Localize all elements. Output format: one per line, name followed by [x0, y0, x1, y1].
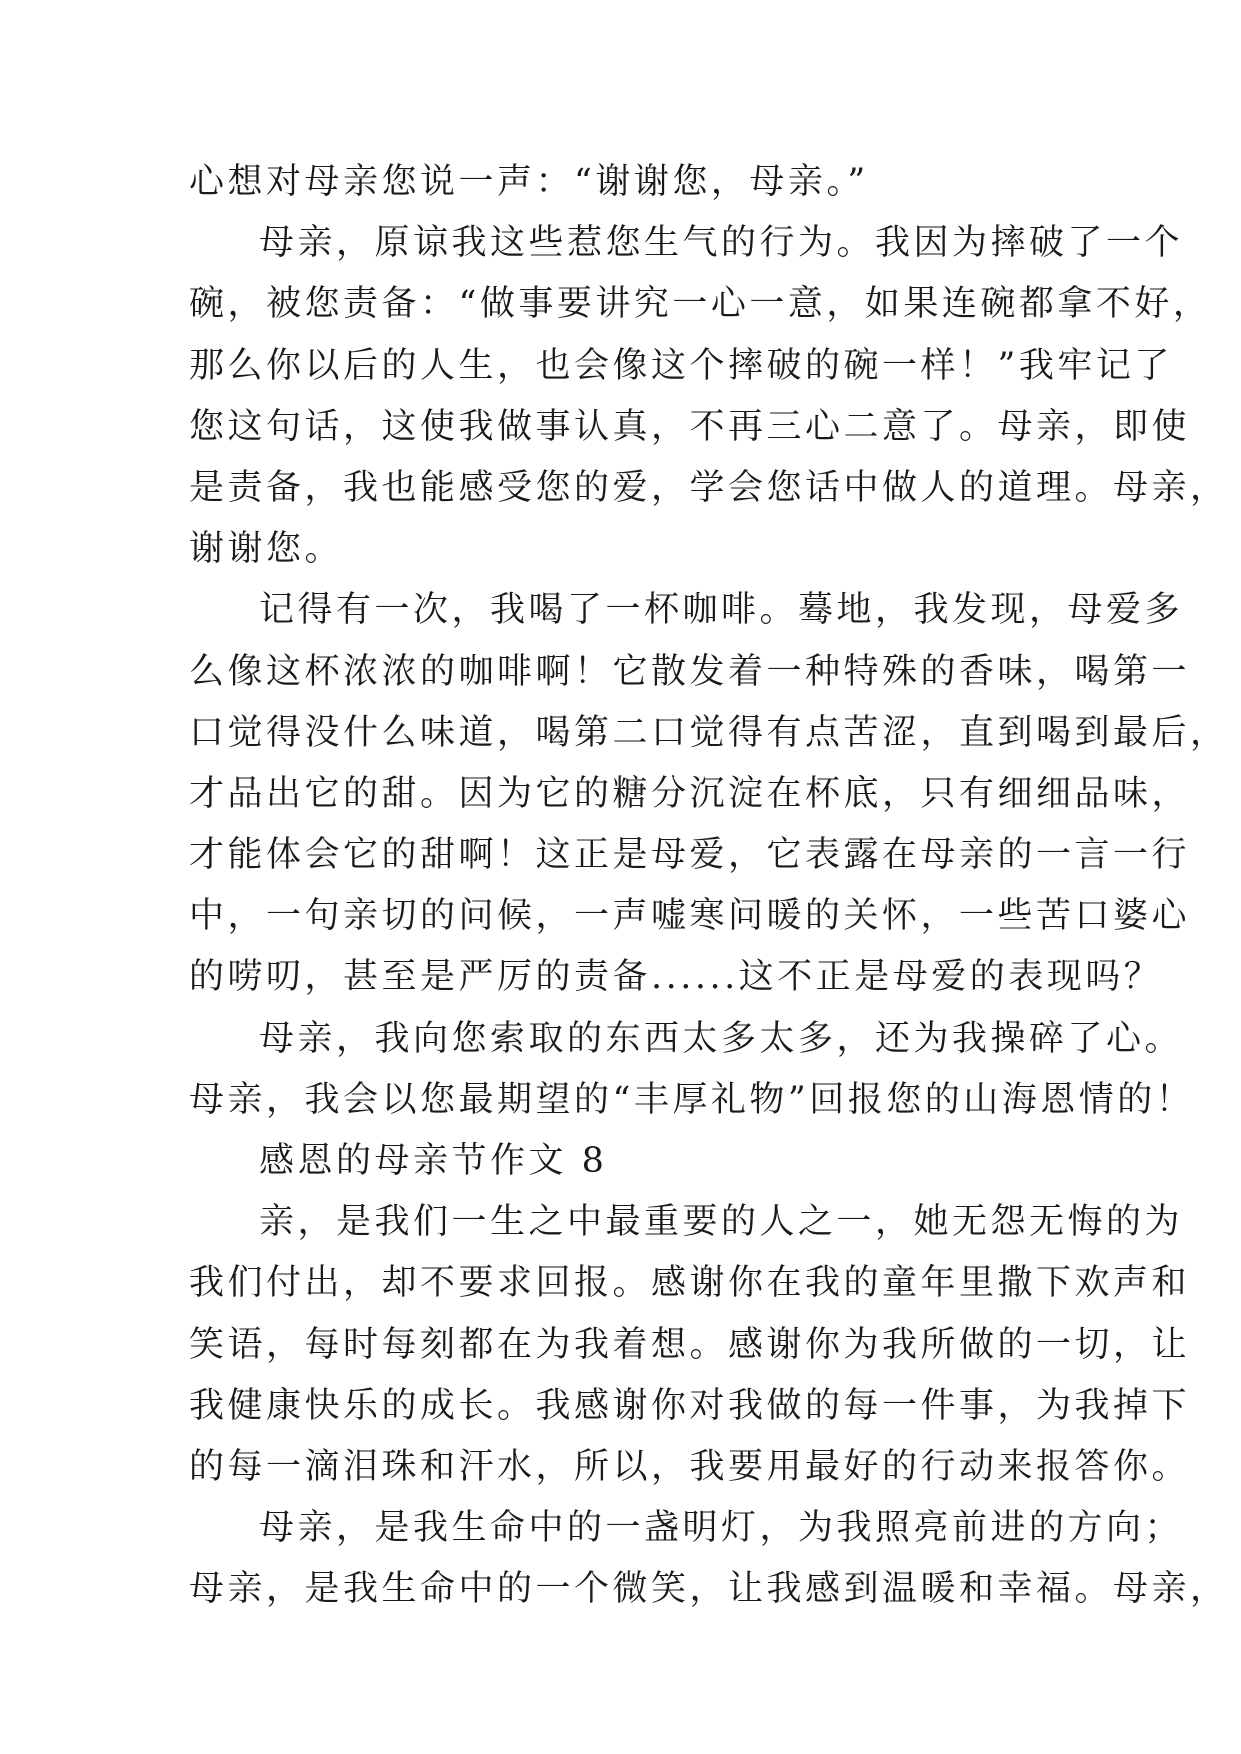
text-line: 才能体会它的甜啊！这正是母爱，它表露在母亲的一言一行: [189, 835, 1191, 876]
text-line: 碗，被您责备：“做事要讲究一心一意，如果连碗都拿不好，: [189, 284, 1212, 325]
text-line: 的唠叨，甚至是严厉的责备......这不正是母爱的表现吗？: [189, 957, 1163, 998]
text-line: 母亲，我会以您最期望的“丰厚礼物”回报您的山海恩情的！: [189, 1079, 1195, 1120]
text-line: 记得有一次，我喝了一杯咖啡。蓦地，我发现，母爱多: [259, 590, 1184, 631]
text-line: 心想对母亲您说一声：“谢谢您，母亲。”: [189, 162, 869, 202]
text-line: 母亲，原谅我这些惹您生气的行为。我因为摔破了一个: [259, 223, 1184, 264]
text-line: 母亲，是我生命中的一盏明灯，为我照亮前进的方向；: [259, 1508, 1184, 1549]
text-line: 口觉得没什么味道，喝第二口觉得有点苦涩，直到喝到最后，: [189, 712, 1229, 753]
text-line: 您这句话，这使我做事认真，不再三心二意了。母亲，即使: [189, 406, 1191, 447]
text-line: 我健康快乐的成长。我感谢你对我做的每一件事，为我掉下: [189, 1385, 1191, 1426]
text-line: 笑语，每时每刻都在为我着想。感谢你为我所做的一切，让: [189, 1324, 1191, 1365]
text-line: 么像这杯浓浓的咖啡啊！它散发着一种特殊的香味，喝第一: [189, 651, 1191, 692]
text-line: 的每一滴泪珠和汗水，所以，我要用最好的行动来报答你。: [189, 1446, 1191, 1487]
text-line: 我们付出，却不要求回报。感谢你在我的童年里撒下欢声和: [189, 1263, 1191, 1304]
section-heading: 感恩的母亲节作文 8: [259, 1141, 608, 1181]
text-line: 谢谢您。: [189, 529, 344, 570]
document-body: [189, 152, 1229, 1621]
text-line: 母亲，是我生命中的一个微笑，让我感到温暖和幸福。母亲，: [189, 1569, 1229, 1610]
text-line: 亲，是我们一生之中最重要的人之一，她无怨无悔的为: [259, 1202, 1184, 1243]
text-line: 中，一句亲切的问候，一声嘘寒问暖的关怀，一些苦口婆心: [189, 896, 1191, 937]
text-line: 是责备，我也能感受您的爱，学会您话中做人的道理。母亲，: [189, 467, 1229, 508]
text-line: 才品出它的甜。因为它的糖分沉淀在杯底，只有细细品味，: [189, 773, 1191, 814]
text-line: 那么你以后的人生，也会像这个摔破的碗一样！”我牢记了: [189, 345, 1173, 386]
text-line: 母亲，我向您索取的东西太多太多，还为我操碎了心。: [259, 1018, 1184, 1059]
